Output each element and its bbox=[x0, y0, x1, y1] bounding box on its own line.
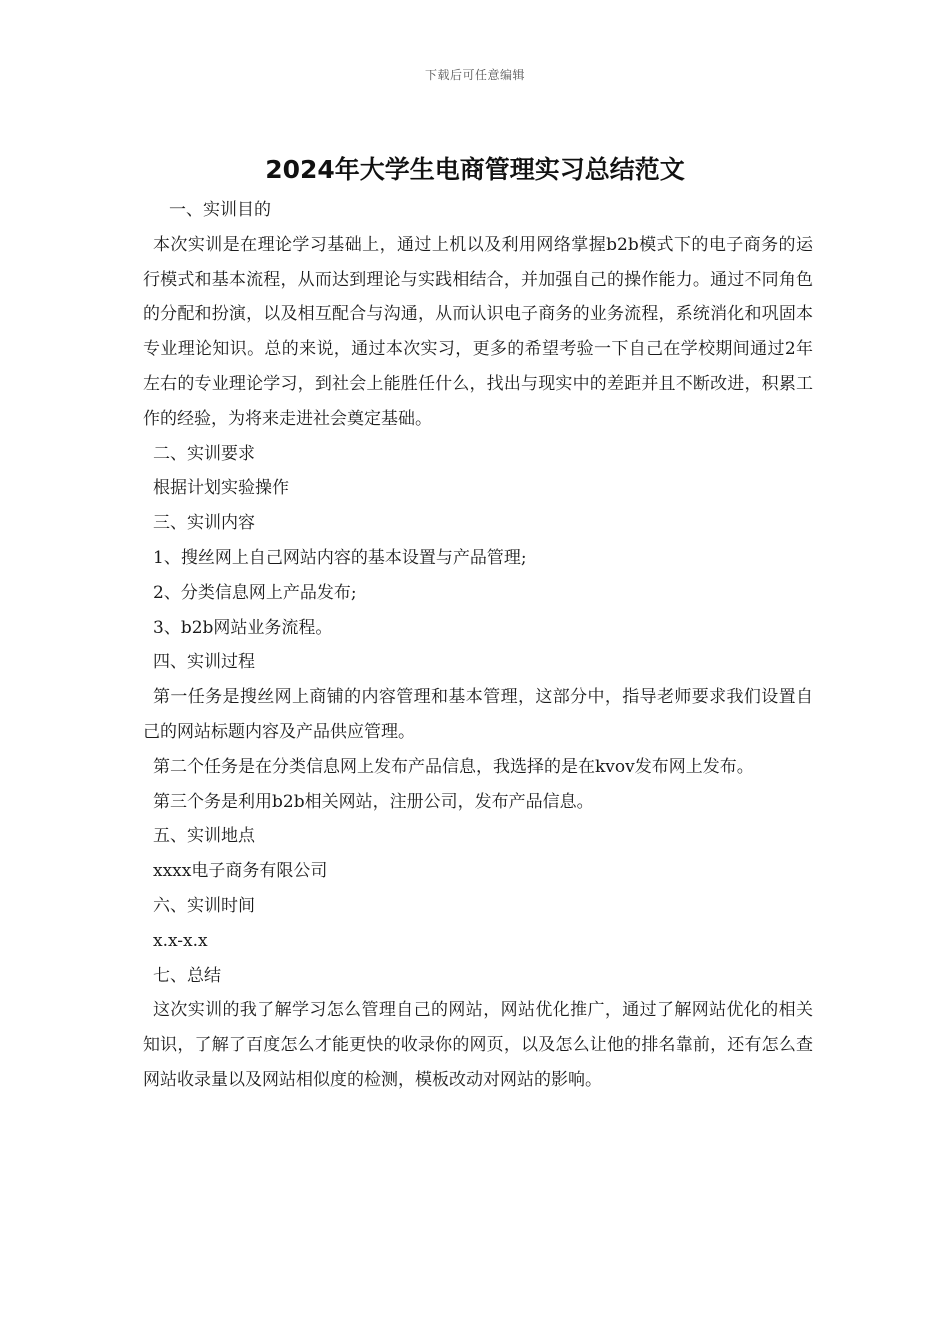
section-body-purpose: 本次实训是在理论学习基础上，通过上机以及利用网络掌握b2b模式下的电子商务的运行模式和基本流程，从而达到理论与实践相结合，并加强自己的操作能力。通过不同角色的分配和扮演，以及相互配合与沟通，从而认识电子商务的业务流程，系统消化和巩固本专业理论知识。总的来说，通过本次实习，更多的希望考验一下自己在学校期间通过2年左右的专业理论学习，到社会上能胜任什么，找出与现实中的差距并且不断改进，积累工作的经验，为将来走进社会奠定基础。 bbox=[143, 234, 813, 429]
section-heading-requirements: 二、实训要求 bbox=[153, 443, 255, 464]
section-body-requirements: 根据计划实验操作 bbox=[153, 478, 289, 499]
section-heading-purpose: 一、实训目的 bbox=[169, 200, 271, 220]
section-heading-summary: 七、总结 bbox=[153, 965, 221, 986]
header-note: 下载后可任意编辑 bbox=[424, 68, 525, 82]
section-heading-time: 六、实训时间 bbox=[153, 895, 255, 916]
list-item: 2、分类信息网上产品发布; bbox=[153, 582, 357, 603]
section-heading-process: 四、实训过程 bbox=[153, 652, 255, 673]
process-task-3: 第三个务是利用b2b相关网站，注册公司，发布产品信息。 bbox=[153, 791, 594, 812]
process-task-1: 第一任务是搜丝网上商铺的内容管理和基本管理，这部分中，指导老师要求我们设置自己的网站标题内容及产品供应管理。 bbox=[143, 687, 813, 742]
section-body-location: xxxx电子商务有限公司 bbox=[153, 861, 328, 882]
document-title: 2024年大学生电商管理实习总结范文 bbox=[265, 155, 685, 184]
process-task-2: 第二个任务是在分类信息网上发布产品信息，我选择的是在kvov发布网上发布。 bbox=[153, 756, 754, 777]
section-body-time: x.x-x.x bbox=[153, 930, 208, 951]
document-body bbox=[143, 193, 813, 1098]
list-item: 1、搜丝网上自己网站内容的基本设置与产品管理; bbox=[153, 547, 527, 568]
list-item: 3、b2b网站业务流程。 bbox=[153, 617, 333, 638]
section-heading-content: 三、实训内容 bbox=[153, 513, 255, 534]
section-heading-location: 五、实训地点 bbox=[153, 826, 255, 847]
section-body-summary: 这次实训的我了解学习怎么管理自己的网站，网站优化推广，通过了解网站优化的相关知识，了解了百度怎么才能更快的收录你的网页，以及怎么让他的排名靠前，还有怎么查网站收录量以及网站相似度的检测，模板改动对网站的影响。 bbox=[143, 1000, 813, 1090]
